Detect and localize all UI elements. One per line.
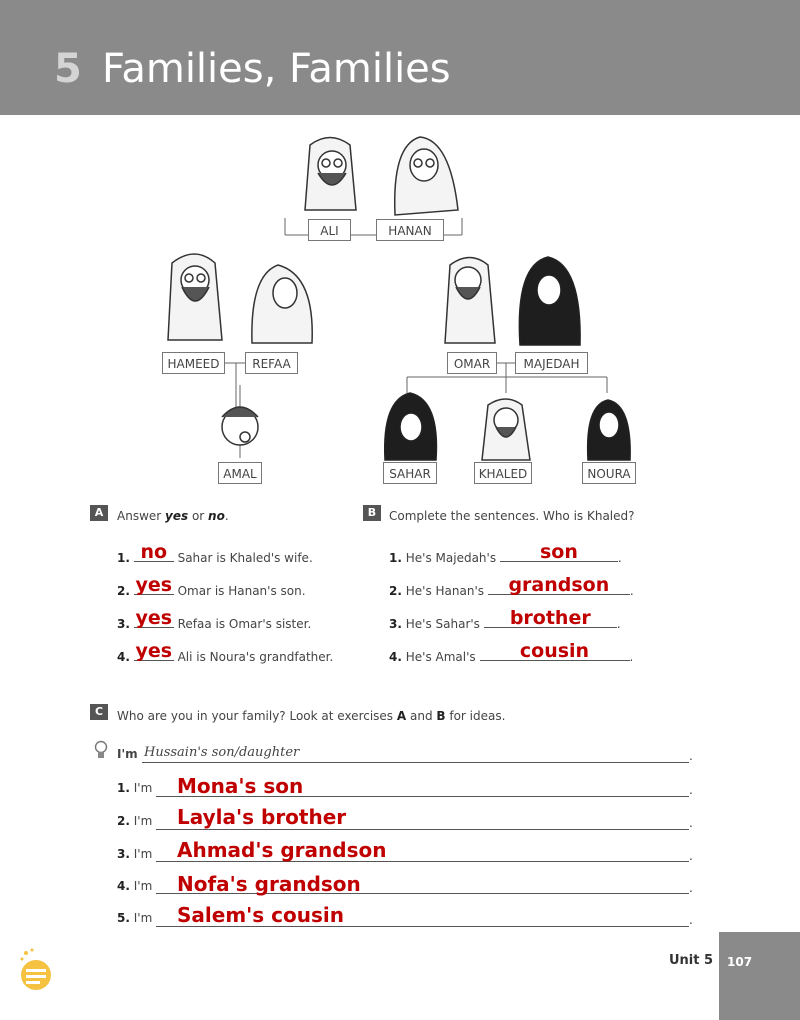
section-c-icon: C [90, 704, 108, 720]
example-answer: Hussain's son/daughter [144, 745, 300, 760]
section-b-icon: B [363, 505, 381, 521]
section-c-item: 4. I'm [117, 879, 153, 893]
name-label-hameed: HAMEED [162, 352, 225, 374]
section-b-item: 4. He's Amal's cousin . [389, 640, 634, 664]
sahar-portrait-icon [385, 393, 437, 460]
name-label-hanan: HANAN [376, 219, 444, 241]
section-c-item: 2. I'm [117, 814, 153, 828]
unit-label: Unit 5 [669, 953, 714, 968]
hameed-portrait-icon [168, 254, 222, 340]
answer-a3: yes [135, 607, 173, 629]
section-c-item: 5. I'm [117, 911, 153, 925]
section-a-item: 3. yes Refaa is Omar's sister. [117, 607, 312, 631]
family-tree-illustration [0, 115, 800, 500]
section-a-item: 2. yes Omar is Hanan's son. [117, 574, 306, 598]
section-a-icon: A [90, 505, 108, 521]
noura-portrait-icon [588, 400, 631, 460]
omar-portrait-icon [445, 258, 495, 344]
answer-b2: grandson [508, 574, 610, 596]
page-title: Families, Families [102, 46, 451, 92]
section-c-item: 3. I'm [117, 847, 153, 861]
section-b-instruction: Complete the sentences. Who is Khaled? [389, 509, 635, 523]
unit-number: 5 [54, 46, 82, 92]
khaled-portrait-icon [482, 399, 530, 460]
amal-portrait-icon [222, 407, 258, 445]
name-label-noura: NOURA [582, 462, 636, 484]
section-b-item: 3. He's Sahar's brother . [389, 607, 621, 631]
family-tree [0, 115, 800, 500]
answer-c3: Ahmad's grandson [177, 838, 387, 862]
name-label-amal: AMAL [218, 462, 262, 484]
ali-portrait-icon [305, 138, 356, 211]
name-label-khaled: KHALED [474, 462, 532, 484]
name-label-majedah: MAJEDAH [515, 352, 588, 374]
section-a-item: 1. no Sahar is Khaled's wife. [117, 541, 313, 565]
section-a-instruction: Answer yes or no. [117, 509, 229, 523]
answer-c5: Salem's cousin [177, 903, 344, 927]
example-line [142, 761, 689, 763]
section-c-item: 1. I'm [117, 781, 153, 795]
answer-a1: no [140, 541, 168, 563]
page-header [0, 0, 800, 115]
page-number: 107 [727, 955, 753, 969]
answer-a4: yes [135, 640, 173, 662]
name-label-omar: OMAR [447, 352, 497, 374]
lightbulb-icon [94, 740, 108, 762]
answer-a2: yes [135, 574, 173, 596]
section-b-item: 1. He's Majedah's son . [389, 541, 622, 565]
page-number-tab [719, 932, 800, 1020]
answer-c2: Layla's brother [177, 805, 347, 829]
answer-b4: cousin [519, 640, 590, 662]
publisher-logo-icon [18, 947, 54, 993]
hanan-portrait-icon [395, 137, 458, 215]
answer-b1: son [539, 541, 578, 563]
answer-c4: Nofa's grandson [177, 872, 361, 896]
section-a-item: 4. yes Ali is Noura's grandfather. [117, 640, 334, 664]
section-c-instruction: Who are you in your family? Look at exercises A and B for ideas. [117, 709, 506, 723]
majedah-portrait-icon [519, 257, 580, 345]
refaa-portrait-icon [252, 265, 312, 343]
answer-b3: brother [509, 607, 591, 629]
section-b-item: 2. He's Hanan's grandson . [389, 574, 634, 598]
name-label-ali: ALI [308, 219, 351, 241]
section-c-example: I'm [117, 747, 138, 761]
name-label-refaa: REFAA [245, 352, 298, 374]
answer-c1: Mona's son [177, 774, 304, 798]
name-label-sahar: SAHAR [383, 462, 437, 484]
